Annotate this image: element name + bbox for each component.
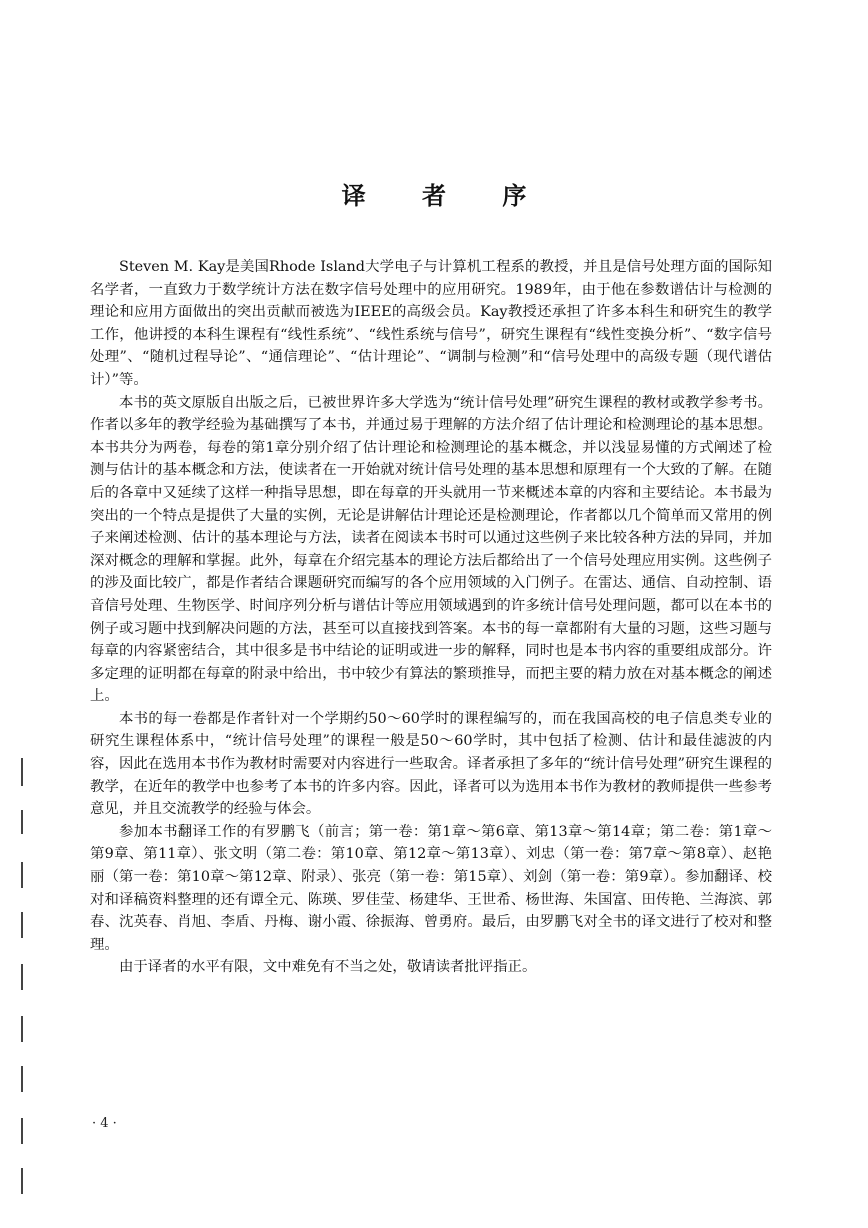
page-number: · 4 · xyxy=(92,1116,117,1131)
paragraph-book-overview: 本书的英文原版自出版之后，已被世界许多大学选为“统计信号处理”研究生课程的教材或教学参考书。作者以多年的教学经验为基础撰写了本书，并通过易于理解的方法介绍了估计理论和检测理论的基本思想。本书共分为两卷，每卷的第1章分别介绍了估计理论和检测理论的基本概念，并以浅显易懂的方式阐述了检测与估计的基本概念和方法，使读者在一开始就对统计信号处理的基本思想和原理有一个大致的了解。在随后的各章中又延续了这样一种指导思想，即在每章的开头就用一节来概述本章的内容和主要结论。本书最为突出的一个特点是提供了大量的实例，无论是讲解估计理论还是检测理论，作者都以几个简单而又常用的例子来阐述检测、估计的基本理论与方法，读者在阅读本书时可以通过这些例子来比较各种方法的异同，并加深对概念的理解和掌握。此外，每章在介绍完基本的理论方法后都给出了一个信号处理应用实例。这些例子的涉及面比较广，都是作者结合课题研究而编写的各个应用领域的入门例子。在雷达、通信、自动控制、语音信号处理、生物医学、时间序列分析与谱估计等应用领域遇到的许多统计信号处理问题，都可以在本书的例子或习题中找到解决问题的方法，甚至可以直接找到答案。本书的每一章都附有大量的习题，这些习题与每章的内容紧密结合，其中很多是书中结论的证明或进一步的解释，同时也是本书内容的重要组成部分。许多定理的证明都在每章的附录中给出，书中较少有算法的繁琐推导，而把主要的精力放在对基本概念的阐述上。 xyxy=(90,394,772,705)
preface-body xyxy=(90,256,772,979)
paragraph-closing: 由于译者的水平有限，文中难免有不当之处，敬请读者批评指正。 xyxy=(119,959,537,976)
paragraph-translators: 参加本书翻译工作的有罗鹏飞（前言；第一卷：第1章～第6章、第13章～第14章；第二卷：第1章～第9章、第11章）、张文明（第二卷：第10章、第12章～第13章）、刘忠（第一卷：第7章～第8章）、赵艳丽（第一卷：第10章～第12章、附录）、张亮（第一卷：第15章）、刘剑（第一卷：第9章）。参加翻译、校对和译稿资料整理的还有谭全元、陈瑛、罗佳莹、杨建华、王世希、杨世海、朱国富、田传艳、兰海滨、郭春、沈英春、肖旭、李盾、丹梅、谢小霞、徐振海、曾勇府。最后，由罗鹏飞对全书的译文进行了校对和整理。 xyxy=(90,823,772,953)
scan-margin-line xyxy=(21,912,23,938)
paragraph-author-intro: Steven M. Kay是美国Rhode Island大学电子与计算机工程系的教授，并且是信号处理方面的国际知名学者，一直致力于数学统计方法在数字信号处理中的应用研究。1989年，由于他在参数谱估计与检测的理论和应用方面做出的突出贡献而被选为IEEE的高级会员。Kay教授还承担了许多本科生和研究生的教学工作，他讲授的本科生课程有“线性系统”、“线性系统与信号”，研究生课程有“线性变换分析”、“数字信号处理”、“随机过程导论”、“通信理论”、“估计理论”、“调制与检测”和“信号处理中的高级专题（现代谱估计）”等。 xyxy=(90,259,772,388)
scan-margin-line xyxy=(21,810,23,834)
scan-margin-line xyxy=(21,758,23,786)
scan-margin-line xyxy=(21,862,23,888)
scan-margin-line xyxy=(21,964,23,990)
scan-margin-line xyxy=(21,1118,23,1144)
paragraph-course-usage: 本书的每一卷都是作者针对一个学期约50～60学时的课程编写的，而在我国高校的电子信息类专业的研究生课程体系中，“统计信号处理”的课程一般是50～60学时，其中包括了检测、估计和最佳滤波的内容，因此在选用本书作为教材时需要对内容进行一些取舍。译者承担了多年的“统计信号处理”研究生课程的教学，在近年的教学中也参考了本书的许多内容。因此，译者可以为选用本书作为教材的教师提供一些参考意见，并且交流教学的经验与体会。 xyxy=(90,710,772,818)
scan-margin-line xyxy=(21,1016,23,1042)
scan-margin-line xyxy=(21,1066,23,1092)
page-title: 译 者 序 xyxy=(341,182,551,210)
scan-margin-line xyxy=(21,1168,23,1194)
